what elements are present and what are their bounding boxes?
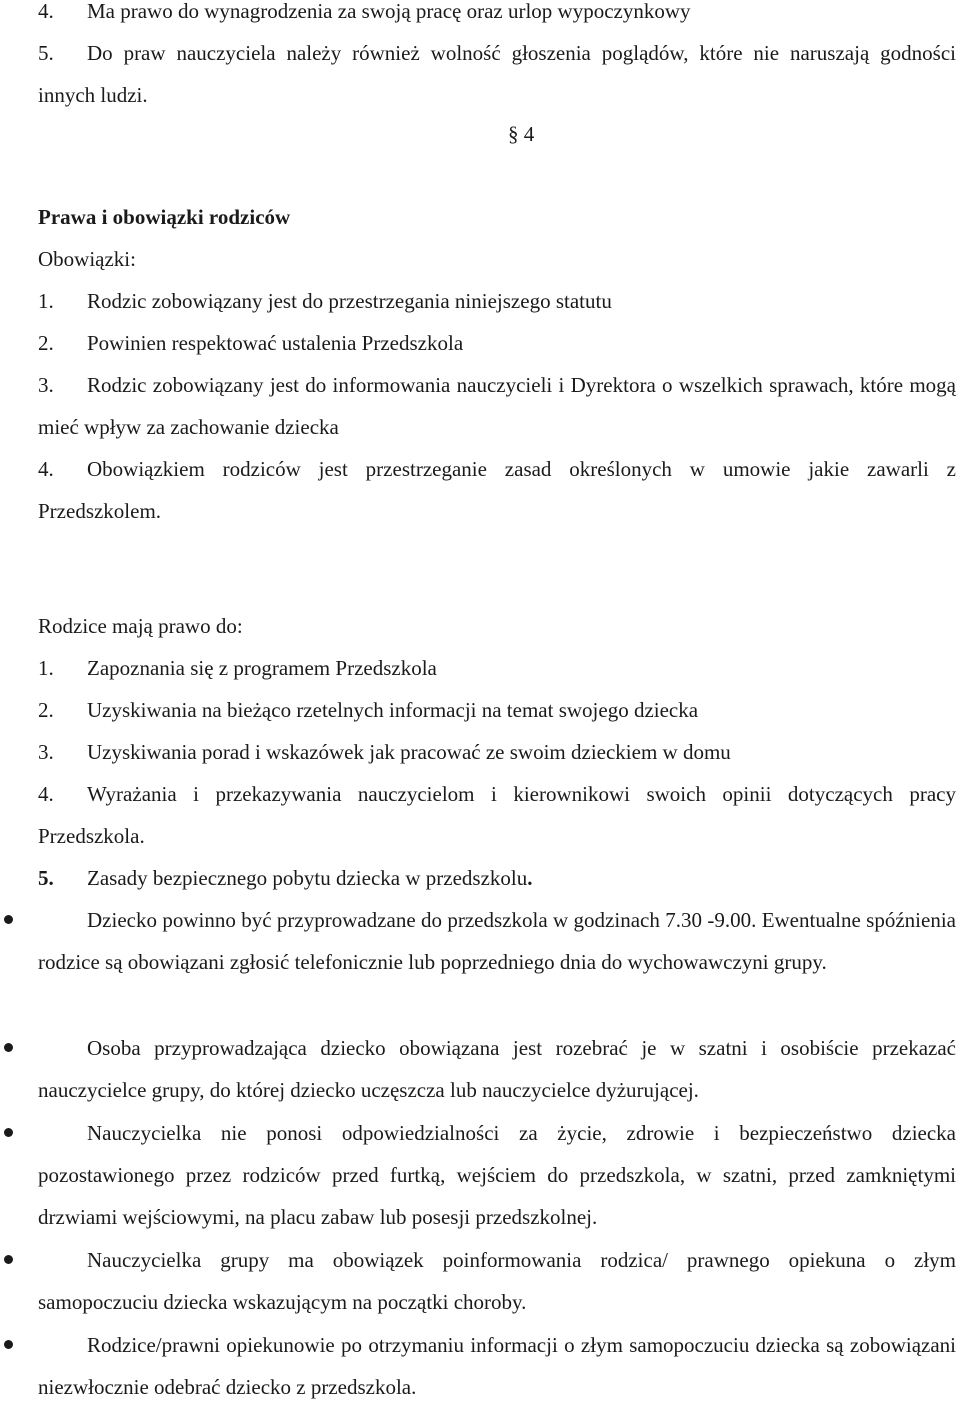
item-number: 3. [38, 740, 54, 764]
list-item [38, 448, 956, 532]
item-text: Do praw nauczyciela należy również wolność głoszenia poglądów, które nie naruszają godności innych ludzi. [38, 41, 956, 107]
item-number: 4. [38, 457, 54, 481]
item-text: Rodzic zobowiązany jest do informowania nauczycieli i Dyrektora o wszelkich sprawach, które mogą mieć wpływ za zachowanie dziecka [38, 373, 956, 439]
paragraph-sign: § 4 [508, 122, 535, 146]
item-number: 1. [38, 289, 54, 313]
item-number: 4. [38, 782, 54, 806]
item-text: Rodzic zobowiązany jest do przestrzegania niniejszego statutu [87, 289, 612, 313]
item-text: Obowiązkiem rodziców jest przestrzeganie zasad określonych w umowie jakie zawarli z Przedszkolem. [38, 457, 956, 523]
bullet-text: Dziecko powinno być przyprowadzane do przedszkola w godzinach 7.30 -9.00. Ewentualne spóźnienia rodzice są obowiązani zgłosić telefonicznie lub poprzedniego dnia do wychowawczyni grupy. [38, 908, 956, 974]
bullet-item [38, 1027, 956, 1111]
item-text: Powinien respektować ustalenia Przedszkola [87, 331, 464, 355]
bullet-icon [4, 1255, 13, 1264]
list-item [38, 0, 956, 32]
section-title: Prawa i obowiązki rodziców [38, 205, 291, 229]
list-item [38, 857, 956, 899]
list-item [38, 322, 956, 364]
item-number: 1. [38, 656, 54, 680]
safety-title-end: . [527, 866, 533, 890]
item-number: 3. [38, 373, 54, 397]
list-item [38, 364, 956, 448]
item-text: Uzyskiwania porad i wskazówek jak pracować ze swoim dzieckiem w domu [87, 740, 731, 764]
safety-title: Zasady bezpiecznego pobytu dziecka w przedszkolu [87, 866, 528, 890]
list-item [38, 773, 956, 857]
item-text: Wyrażania i przekazywania nauczycielom i kierownikowi swoich opinii dotyczących pracy Przedszkola. [38, 782, 956, 848]
rights-label: Rodzice mają prawo do: [38, 614, 243, 638]
bullet-item [38, 899, 956, 983]
item-text: Zapoznania się z programem Przedszkola [87, 656, 437, 680]
list-item [38, 647, 956, 689]
item-number: 5. [38, 41, 54, 65]
bullet-icon [4, 1043, 13, 1052]
list-item [38, 731, 956, 773]
item-number: 2. [38, 331, 54, 355]
list-item [38, 280, 956, 322]
item-number: 2. [38, 698, 54, 722]
item-number: 4. [38, 0, 54, 23]
bullet-text: Rodzice/prawni opiekunowie po otrzymaniu informacji o złym samopoczuciu dziecka są zobowiązani niezwłocznie odebrać dziecko z przedszkola. [38, 1333, 956, 1399]
bullet-text: Osoba przyprowadzająca dziecko obowiązana jest rozebrać je w szatni i osobiście przekazać nauczycielce grupy, do której dziecko uczęszcza lub nauczycielce dyżurującej. [38, 1036, 956, 1102]
item-text: Ma prawo do wynagrodzenia za swoją pracę oraz urlop wypoczynkowy [87, 0, 691, 23]
item-text: Uzyskiwania na bieżąco rzetelnych informacji na temat swojego dziecka [87, 698, 699, 722]
duties-label: Obowiązki: [38, 247, 136, 271]
bullet-text: Nauczycielka nie ponosi odpowiedzialności za życie, zdrowie i bezpieczeństwo dziecka pozostawionego przez rodziców przed furtką, wejściem do przedszkola, w szatni, przed zamkniętymi drzwiami wejściowymi, na placu zabaw lub posesji przedszkolnej. [38, 1121, 956, 1229]
bullet-text: Nauczycielka grupy ma obowiązek poinformowania rodzica/ prawnego opiekuna o złym samopoczuciu dziecka wskazującym na początki choroby. [38, 1248, 956, 1314]
bullet-icon [4, 1340, 13, 1349]
bullet-item [38, 1112, 956, 1238]
list-item [38, 32, 956, 116]
bullet-icon [4, 1128, 13, 1137]
bullet-item [38, 1324, 956, 1408]
bullet-item [38, 1239, 956, 1323]
list-item [38, 689, 956, 731]
item-number: 5. [38, 866, 54, 890]
bullet-icon [4, 915, 13, 924]
